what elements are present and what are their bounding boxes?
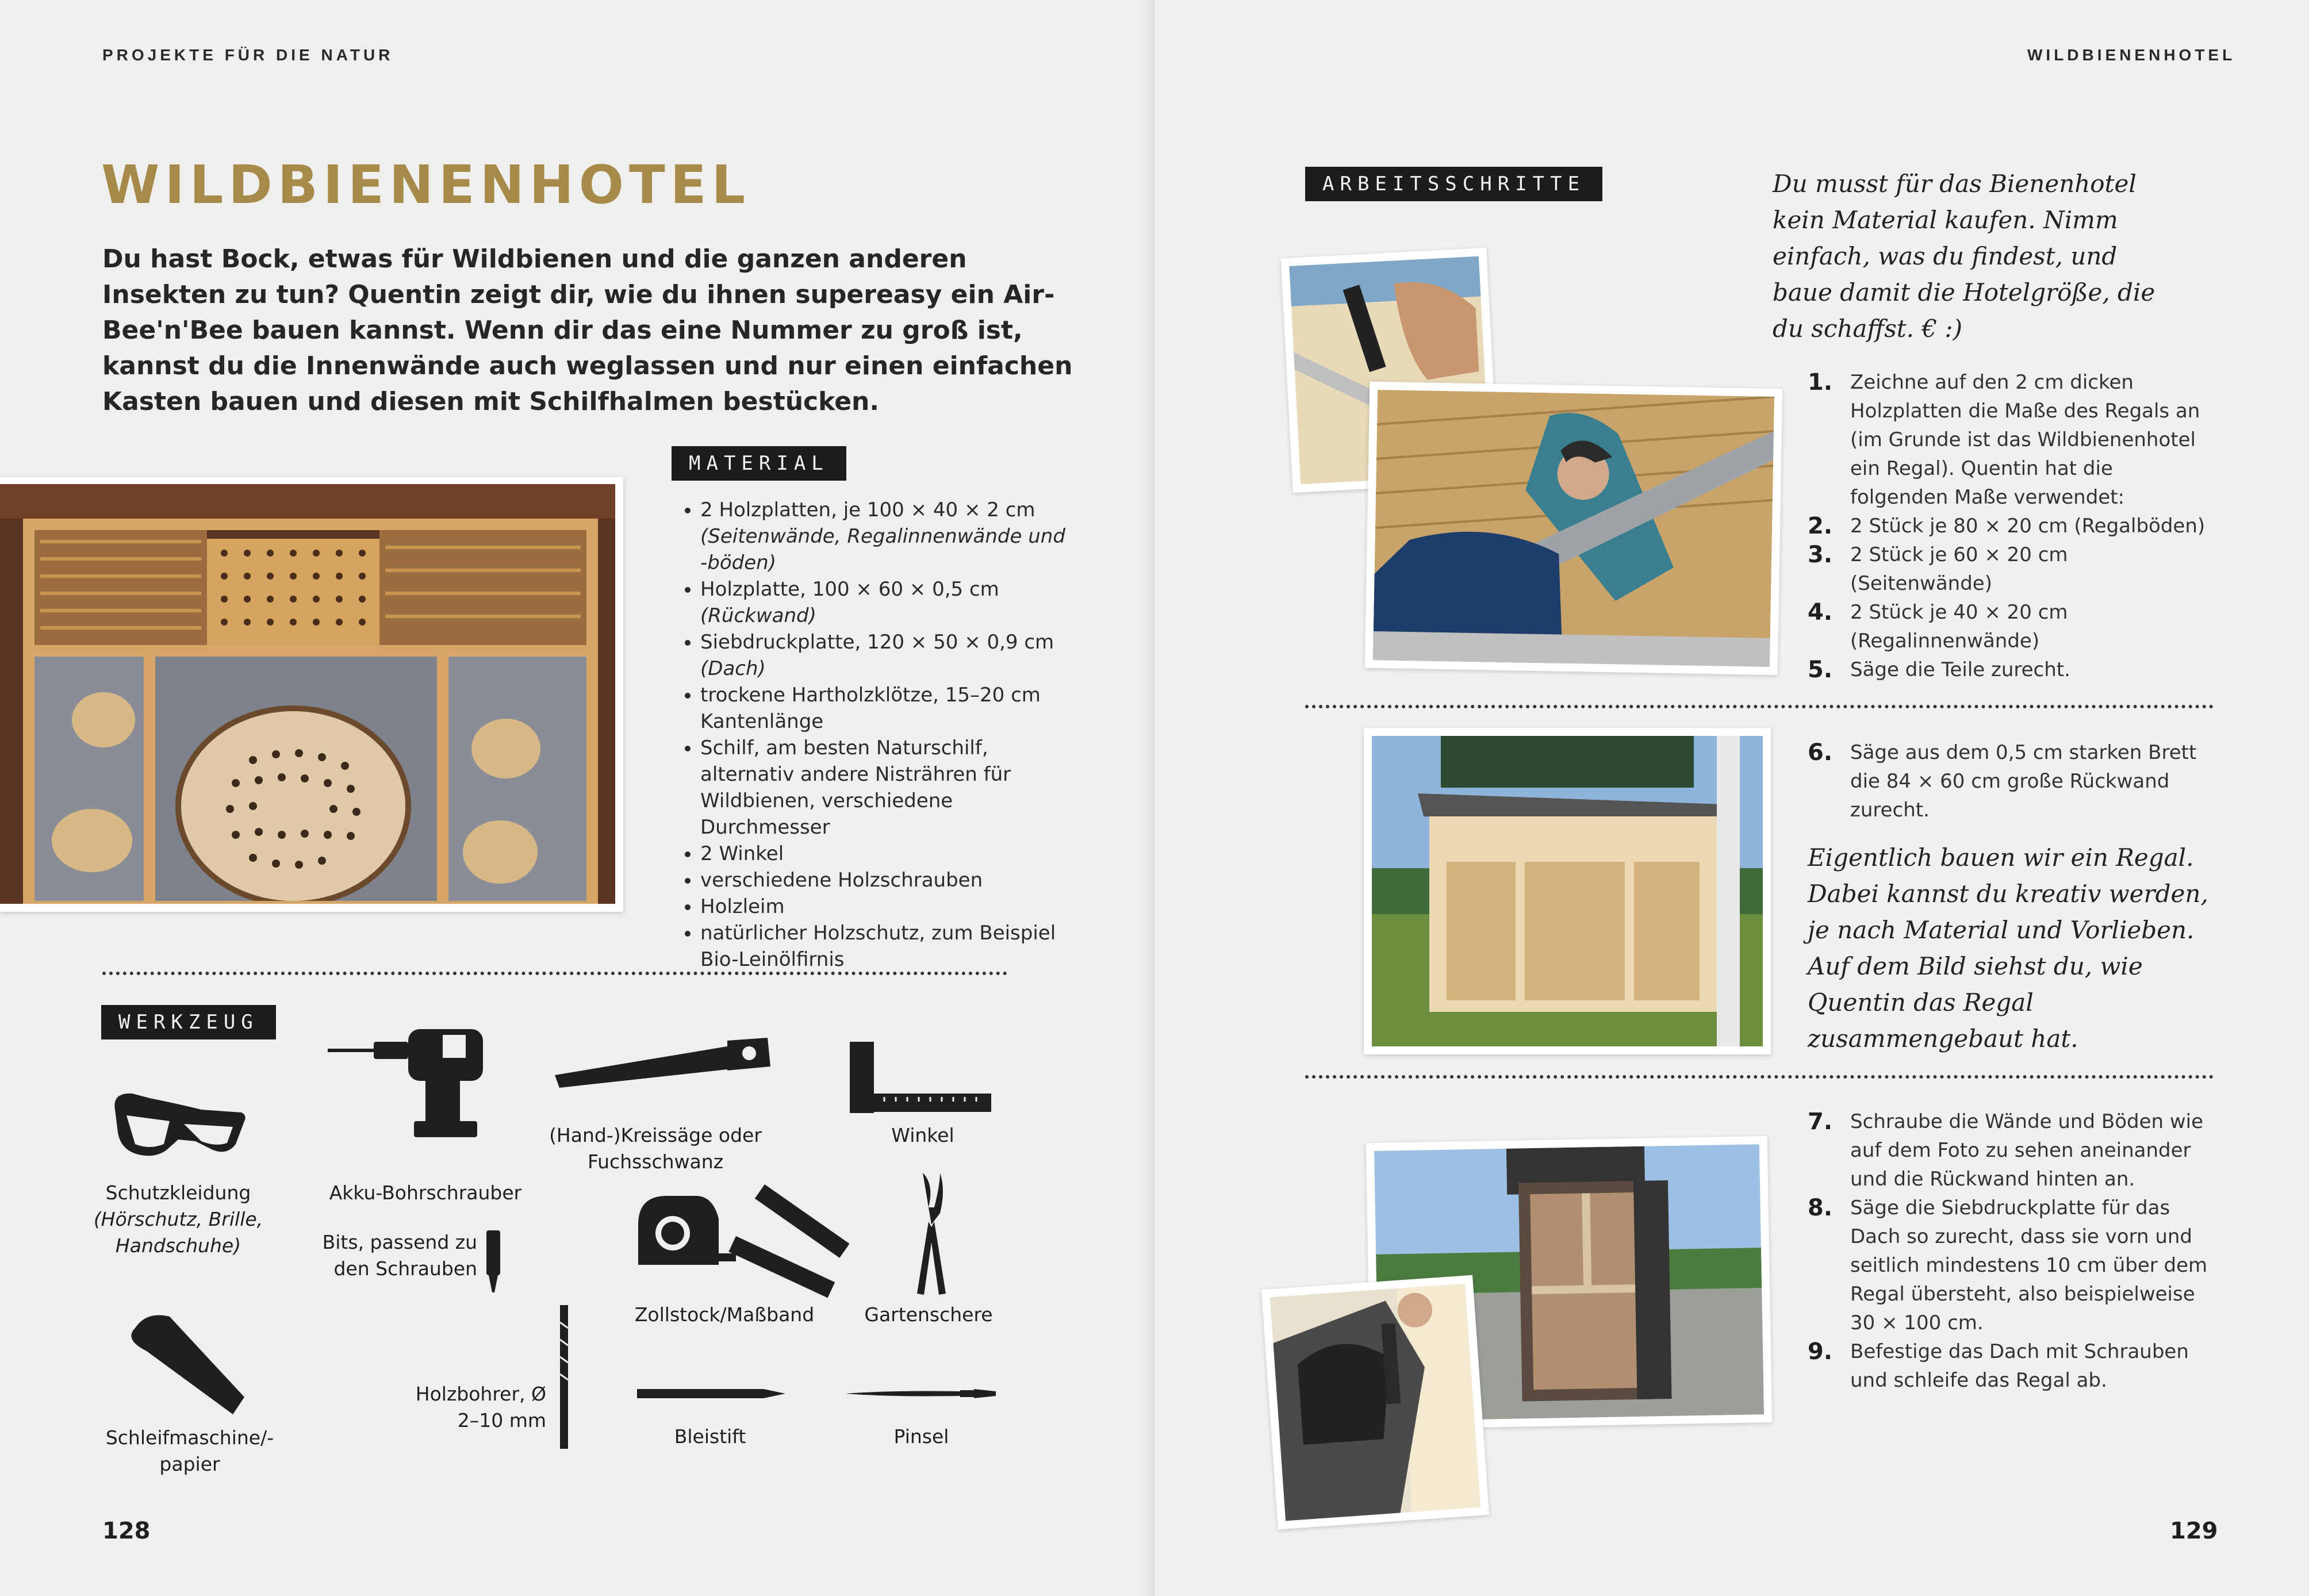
tool-label-schleif: Schleifmaschine/-papier xyxy=(105,1426,274,1475)
left-page xyxy=(0,0,1154,1596)
tool-label-akku: Akku-Bohrschrauber xyxy=(329,1181,522,1204)
material-item: • Holzplatte, 100 × 60 × 0,5 cm (Rückwand) xyxy=(700,576,1074,629)
tool-label-holzbohrer: Holzbohrer, Ø 2–10 mm xyxy=(415,1383,546,1432)
steps-group-c xyxy=(1808,1107,2210,1395)
material-item: • verschiedene Holzschrauben xyxy=(700,867,1074,893)
divider-dotted xyxy=(1305,1075,2214,1079)
step-item: 4. 2 Stück je 40 × 20 cm (Regalinnenwände) xyxy=(1808,599,2068,653)
pencil-icon xyxy=(637,1387,787,1401)
step-item: 6. Säge aus dem 0,5 cm starken Brett die 84 × 60 cm große Rückwand zurecht. xyxy=(1808,739,2197,822)
photo-shelf-assembled xyxy=(1364,728,1771,1054)
divider-dotted xyxy=(1305,705,2214,708)
material-list xyxy=(672,497,1074,973)
tape-measure-icon xyxy=(632,1179,851,1299)
tool-label-pinsel: Pinsel xyxy=(893,1425,949,1448)
handwritten-note-top: Du musst für das Bienenhotel kein Material kaufen. Nimm einfach, was du findest, und baue damit die Hotelgröße, die du schaffst. € :) xyxy=(1773,170,2155,343)
werkzeug-tag: WERKZEUG xyxy=(101,1005,276,1039)
handwritten-note-middle: Eigentlich bauen wir ein Regal. Dabei kannst du kreativ werden, je nach Material und Vorlieben. Auf dem Bild siehst du, wie Quentin das Regal zusammengebaut hat. xyxy=(1808,843,2208,1053)
page-number-left: 128 xyxy=(102,1518,151,1544)
step-item: 7. Schraube die Wände und Böden wie auf dem Foto zu sehen aneinander und die Rückwand hinten an. xyxy=(1808,1108,2204,1191)
page-number-right: 129 xyxy=(2170,1518,2218,1544)
right-page xyxy=(1154,0,2309,1596)
step-item: 9. Befestige das Dach mit Schrauben und schleife das Regal ab. xyxy=(1808,1338,2189,1392)
material-item: • Siebdruckplatte, 120 × 50 × 0,9 cm (Dach) xyxy=(700,629,1074,682)
tool-label-garten: Gartenschere xyxy=(864,1303,993,1326)
pruning-shears-icon xyxy=(911,1173,952,1299)
photo-screwing xyxy=(1261,1275,1489,1530)
tool-label-bleistift: Bleistift xyxy=(674,1425,746,1448)
intro-text: Du hast Bock, etwas für Wildbienen und die ganzen anderen Insekten zu tun? Quentin zeigt dir, wie du ihnen supereasy ein Air-Bee'n'Bee bauen kannst. Wenn dir das eine Nummer zu groß ist, kannst du die Innenwände auch weglassen und nur einen einfachen Kasten bauen und diesen mit Schilfhalmen bestücken. xyxy=(102,244,1073,416)
material-item: • trockene Hartholzklötze, 15–20 cm Kantenlänge xyxy=(700,682,1074,735)
cordless-drill-icon xyxy=(328,1023,494,1138)
tool-label-schutz: Schutzkleidung (Hörschutz, Brille, Handschuhe) xyxy=(93,1181,263,1257)
material-item: • Holzleim xyxy=(700,893,1074,920)
step-item: 2. 2 Stück je 80 × 20 cm (Regalböden) xyxy=(1808,513,2206,539)
step-item: 5. Säge die Teile zurecht. xyxy=(1808,657,2070,683)
bee-hotel-photo xyxy=(0,477,623,912)
safety-glasses-icon xyxy=(109,1087,253,1167)
tool-label-winkel: Winkel xyxy=(891,1124,954,1146)
tool-label-bits: Bits, passend zu den Schrauben xyxy=(322,1231,477,1280)
arbeitsschritte-tag: ARBEITSSCHRITTE xyxy=(1305,167,1602,201)
step-item: 3. 2 Stück je 60 × 20 cm (Seitenwände) xyxy=(1808,542,2068,595)
step-item: 8. Säge die Siebdruckplatte für das Dach so zurecht, dass sie vorn und seitlich mindestens 10 cm über dem Regal übersteht, also beispielweise 30 × 100 cm. xyxy=(1808,1195,2208,1334)
sanding-paper-icon xyxy=(124,1311,250,1420)
material-item: • 2 Holzplatten, je 100 × 40 × 2 cm (Seitenwände, Regalinnenwände und -böden) xyxy=(700,497,1074,576)
material-item: • natürlicher Holzschutz, zum Beispiel Bio-Leinölfirnis xyxy=(700,920,1074,973)
tool-label-saege: (Hand-)Kreissäge oder Fuchsschwanz xyxy=(549,1124,762,1173)
running-head-right: WILDBIENENHOTEL xyxy=(2027,46,2236,64)
material-item: • Schilf, am besten Naturschilf, alternativ andere Nisträhren für Wildbienen, verschiedene Durchmesser xyxy=(700,735,1074,841)
hand-saw-icon xyxy=(555,1035,773,1098)
screwdriver-bit-icon xyxy=(483,1230,504,1294)
step-item: 1. Zeichne auf den 2 cm dicken Holzplatten die Maße des Regals an (im Grunde ist das Wildbienenhotel ein Regal). Quentin hat die folgenden Maße verwendet: xyxy=(1808,369,2200,509)
material-item: • 2 Winkel xyxy=(700,841,1074,867)
wood-drill-bit-icon xyxy=(557,1305,572,1449)
running-head-left: PROJEKTE FÜR DIE NATUR xyxy=(102,46,394,64)
photo-circular-saw xyxy=(1365,382,1783,675)
steps-group-b xyxy=(1808,738,2210,824)
tool-label-zollstock: Zollstock/Maßband xyxy=(634,1303,815,1326)
steps-group-a xyxy=(1808,368,2210,684)
try-square-icon xyxy=(850,1042,994,1117)
page-title: WILDBIENENHOTEL xyxy=(101,154,751,216)
divider-dotted xyxy=(102,972,1007,975)
material-tag: MATERIAL xyxy=(672,446,846,481)
paintbrush-icon xyxy=(845,1386,998,1402)
